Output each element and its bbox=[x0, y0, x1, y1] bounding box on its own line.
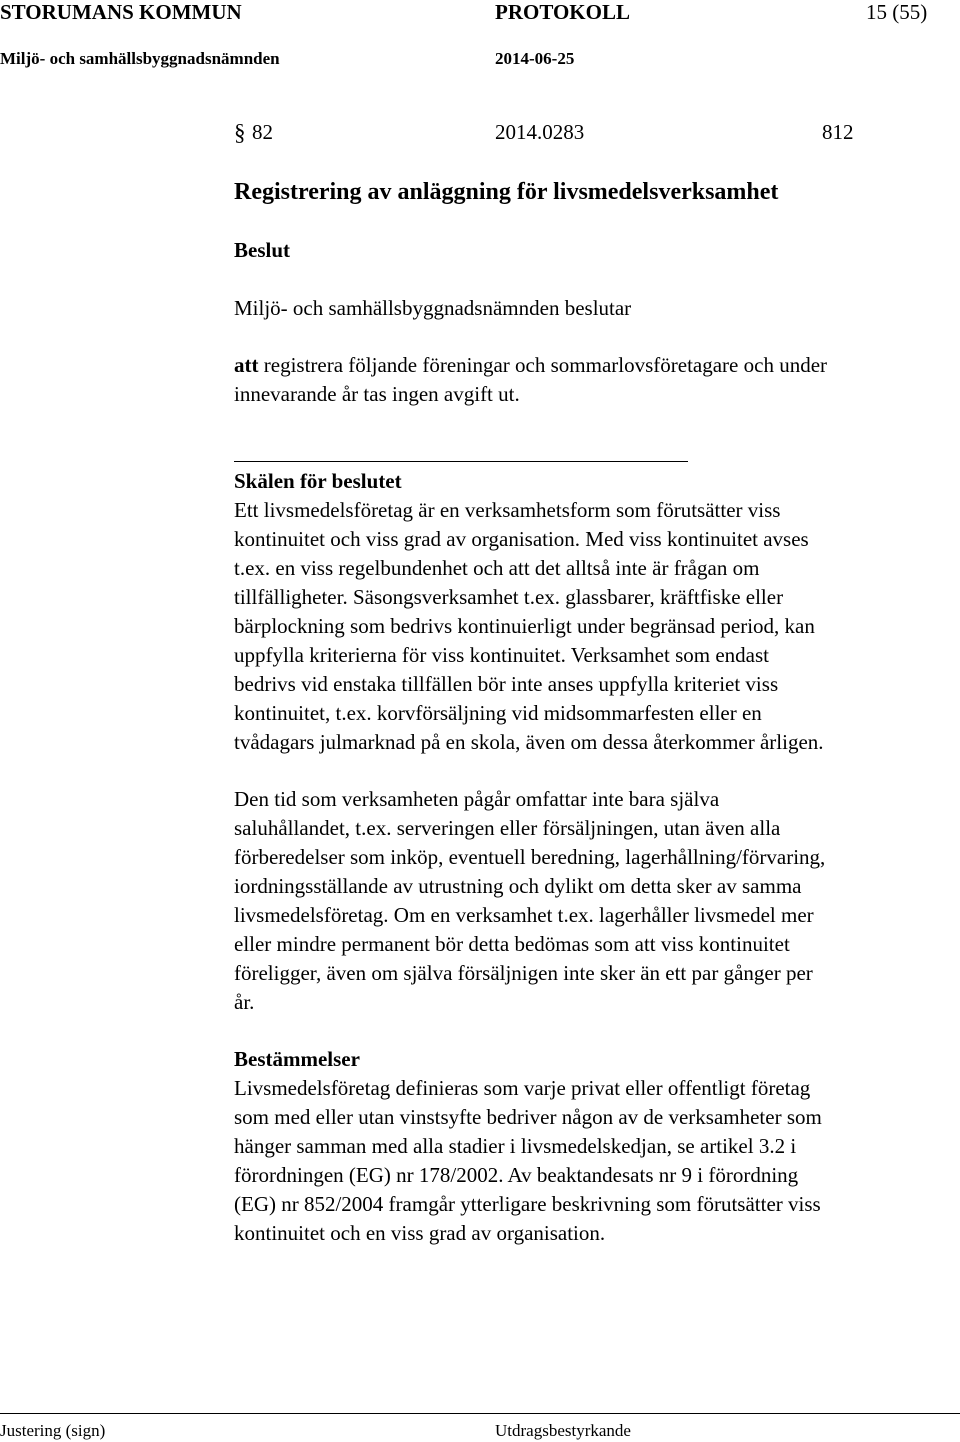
skalen-line: uppfylla kriterierna för viss kontinuitet. Verksamhet som endast bbox=[234, 643, 769, 667]
beslut-att-line bbox=[234, 351, 946, 380]
skalen-line: Ett livsmedelsföretag är en verksamhetsform som förutsätter viss bbox=[234, 498, 781, 522]
skalen-heading: Skälen för beslutet bbox=[234, 469, 402, 493]
skalen-line: bärplockning som bedrivs kontinuierligt under begränsad period, kan bbox=[234, 614, 815, 638]
skalen-p2-line: Den tid som verksamheten pågår omfattar inte bara själva bbox=[234, 787, 720, 811]
skalen-p2-line: iordningsställande av utrustning och dylikt om detta sker av samma bbox=[234, 874, 802, 898]
footer-justering: Justering (sign) bbox=[0, 1421, 106, 1440]
att-word: att bbox=[234, 353, 259, 377]
skalen-line: kontinuitet, t.ex. korvförsäljning vid midsommarfesten eller en bbox=[234, 701, 762, 725]
header-doc-type: PROTOKOLL bbox=[495, 0, 630, 24]
bestammelser-line: förordningen (EG) nr 178/2002. Av beaktandesats nr 9 i förordning bbox=[234, 1163, 799, 1187]
header-page-number: 15 (55) bbox=[866, 0, 928, 24]
bestammelser-heading: Bestämmelser bbox=[234, 1047, 360, 1071]
skalen-line: t.ex. en viss regelbundenhet och att det alltså inte är frågan om bbox=[234, 556, 760, 580]
skalen-p2-line: eller mindre permanent bör detta bedömas som att viss kontinuitet bbox=[234, 932, 790, 956]
beslut-heading: Beslut bbox=[234, 238, 291, 262]
skalen-p2-line: livsmedelsföretag. Om en verksamhet t.ex. lagerhåller livsmedel mer bbox=[234, 903, 814, 927]
skalen-line: tillfälligheter. Säsongsverksamhet t.ex. glassbarer, kräftfiske eller bbox=[234, 585, 784, 609]
header-committee: Miljö- och samhällsbyggnadsnämnden bbox=[0, 49, 280, 68]
skalen-line: bedrivs vid enstaka tillfällen bör inte anses uppfylla kriteriet viss bbox=[234, 672, 779, 696]
beslut-intro: Miljö- och samhällsbyggnadsnämnden beslutar bbox=[234, 296, 632, 320]
bestammelser-line: som med eller utan vinstsyfte bedriver någon av de verksamheter som bbox=[234, 1105, 822, 1129]
header-date: 2014-06-25 bbox=[495, 49, 575, 68]
skalen-p2-line: saluhållandet, t.ex. serveringen eller försäljningen, utan även alla bbox=[234, 816, 781, 840]
header-org: STORUMANS KOMMUN bbox=[0, 0, 242, 24]
case-dnr: 2014.0283 bbox=[495, 120, 585, 144]
skalen-p2-line: föreligger, även om själva försäljnigen inte sker än ett par gånger per bbox=[234, 961, 813, 985]
skalen-line: tvådagars julmarknad på en skola, även om dessa återkommer årligen. bbox=[234, 730, 824, 754]
section-sign: § bbox=[234, 120, 246, 145]
footer-line bbox=[0, 1413, 960, 1414]
footer-utdragsbestyrkande: Utdragsbestyrkande bbox=[495, 1421, 631, 1440]
bestammelser-line: hänger samman med alla stadier i livsmedelskedjan, se artikel 3.2 i bbox=[234, 1134, 797, 1158]
bestammelser-line: kontinuitet och en viss grad av organisation. bbox=[234, 1221, 606, 1245]
separator-line bbox=[234, 461, 688, 462]
case-code: 812 bbox=[822, 120, 854, 144]
bestammelser-line: (EG) nr 852/2004 framgår ytterligare beskrivning som förutsätter viss bbox=[234, 1192, 821, 1216]
skalen-p2-line: förberedelser som inköp, eventuell beredning, lagerhållning/förvaring, bbox=[234, 845, 826, 869]
section-number: 82 bbox=[252, 120, 273, 144]
skalen-line: kontinuitet och viss grad av organisation. Med viss kontinuitet avses bbox=[234, 527, 809, 551]
att-line-rest: registrera följande föreningar och sommarlovsföretagare och under bbox=[258, 353, 828, 377]
bestammelser-line: Livsmedelsföretag definieras som varje privat eller offentligt företag bbox=[234, 1076, 811, 1100]
skalen-p2-line: år. bbox=[234, 990, 255, 1014]
page-title: Registrering av anläggning för livsmedelsverksamhet bbox=[234, 179, 779, 205]
beslut-line-2: innevarande år tas ingen avgift ut. bbox=[234, 382, 520, 406]
